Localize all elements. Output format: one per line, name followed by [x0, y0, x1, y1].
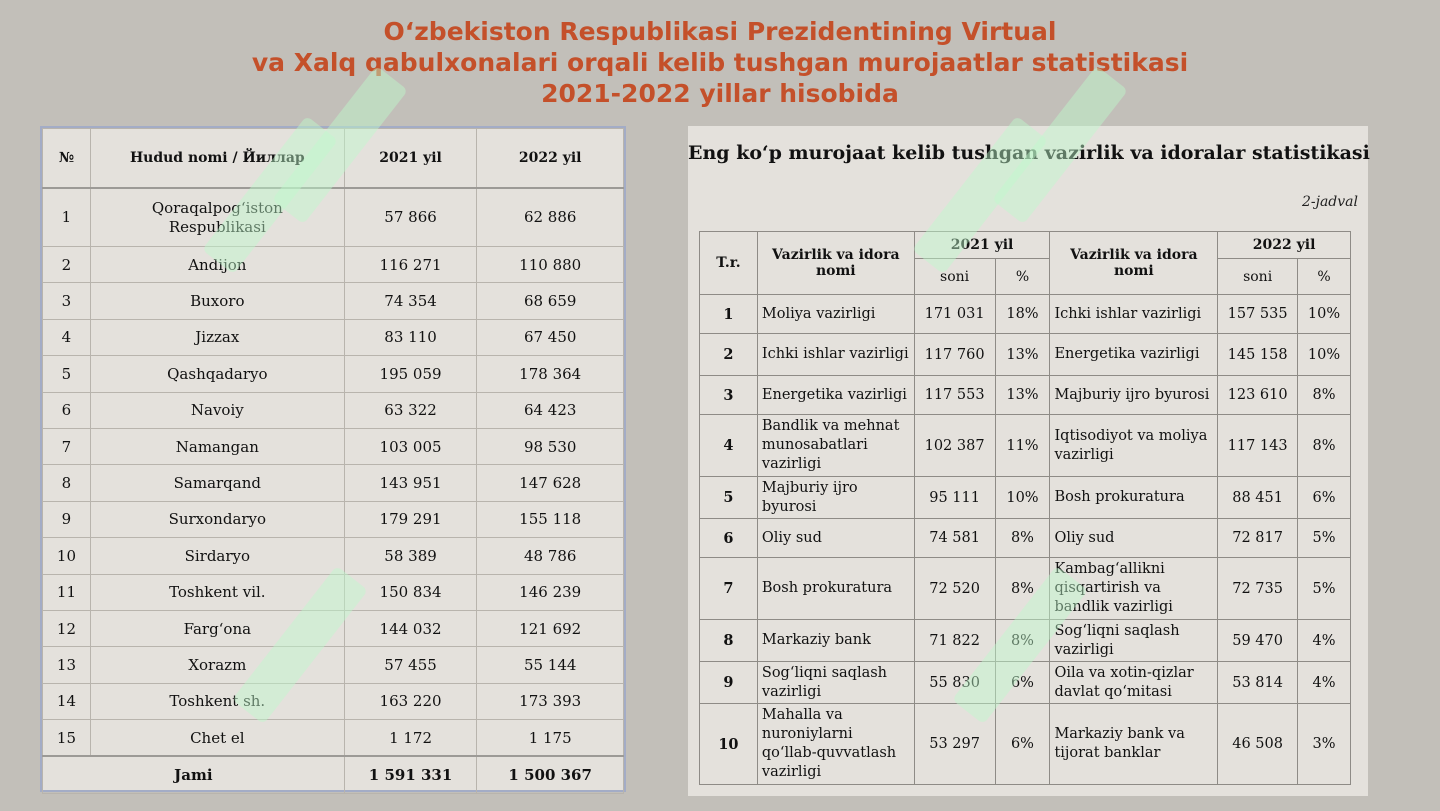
- ministry-2022: Oila va xotin-qizlar davlat qo‘mitasi: [1050, 662, 1218, 704]
- value-2022: 178 364: [477, 356, 624, 392]
- regions-table-body: [43, 188, 624, 756]
- row-number: 3: [43, 283, 91, 319]
- percent-2021: 13%: [995, 376, 1050, 415]
- row-number: 8: [43, 465, 91, 501]
- value-2021: 143 951: [344, 465, 477, 501]
- row-number: 4: [43, 319, 91, 355]
- region-name: Toshkent sh.: [90, 683, 344, 719]
- region-name: Xorazm: [90, 647, 344, 683]
- count-2021: 74 581: [914, 519, 995, 558]
- value-2021: 163 220: [344, 683, 477, 719]
- value-2022: 173 393: [477, 683, 624, 719]
- region-name: Namangan: [90, 428, 344, 464]
- ministry-2021: Mahalla va nuroniylarni qo‘llab-quvvatlash vazirligi: [757, 704, 914, 785]
- header-2021: 2021 yil: [344, 129, 477, 189]
- header-tr: T.r.: [700, 232, 758, 295]
- title-line-1: O‘zbekiston Respublikasi Prezidentining Virtual: [383, 17, 1057, 46]
- value-2022: 155 118: [477, 501, 624, 537]
- region-row: [43, 247, 624, 283]
- count-2022: 59 470: [1218, 620, 1298, 662]
- ministry-2021: Sog‘liqni saqlash vazirligi: [757, 662, 914, 704]
- percent-2022: 4%: [1298, 620, 1351, 662]
- ministry-row: [700, 558, 1351, 620]
- row-number: 7: [43, 428, 91, 464]
- value-2021: 58 389: [344, 538, 477, 574]
- ministry-row: [700, 477, 1351, 519]
- ministry-2021: Bosh prokuratura: [757, 558, 914, 620]
- percent-2022: 8%: [1298, 376, 1351, 415]
- value-2022: 67 450: [477, 319, 624, 355]
- ministries-table-body: [700, 295, 1351, 785]
- value-2021: 1 172: [344, 720, 477, 757]
- count-2022: 117 143: [1218, 415, 1298, 477]
- percent-2022: 10%: [1298, 334, 1351, 376]
- value-2021: 116 271: [344, 247, 477, 283]
- row-number: 12: [43, 610, 91, 646]
- rank: 3: [700, 376, 758, 415]
- count-2021: 53 297: [914, 704, 995, 785]
- value-2022: 121 692: [477, 610, 624, 646]
- rank: 4: [700, 415, 758, 477]
- count-2022: 72 735: [1218, 558, 1298, 620]
- header-year-2021: 2021 yil: [914, 232, 1050, 259]
- percent-2021: 6%: [995, 704, 1050, 785]
- value-2022: 1 175: [477, 720, 624, 757]
- header-soni-2022: soni: [1218, 259, 1298, 295]
- region-row: [43, 188, 624, 247]
- header-pct-2022: %: [1298, 259, 1351, 295]
- value-2022: 55 144: [477, 647, 624, 683]
- ministry-2021: Majburiy ijro byurosi: [757, 477, 914, 519]
- count-2022: 123 610: [1218, 376, 1298, 415]
- title-line-3: 2021-2022 yillar hisobida: [541, 79, 899, 108]
- ministries-header-row-1: [700, 232, 1351, 259]
- percent-2022: 3%: [1298, 704, 1351, 785]
- row-number: 11: [43, 574, 91, 610]
- count-2022: 145 158: [1218, 334, 1298, 376]
- ministry-2022: Iqtisodiyot va moliya vazirligi: [1050, 415, 1218, 477]
- rank: 2: [700, 334, 758, 376]
- value-2022: 68 659: [477, 283, 624, 319]
- region-row: [43, 465, 624, 501]
- value-2022: 147 628: [477, 465, 624, 501]
- regions-table: [42, 128, 624, 794]
- row-number: 10: [43, 538, 91, 574]
- percent-2021: 8%: [995, 519, 1050, 558]
- ministries-title: Eng ko‘p murojaat kelib tushgan vazirlik va idoralar statistikasi: [688, 142, 1370, 164]
- percent-2022: 5%: [1298, 558, 1351, 620]
- header-region: Hudud nomi / Йиллар: [90, 129, 344, 189]
- region-row: [43, 501, 624, 537]
- count-2021: 171 031: [914, 295, 995, 334]
- ministry-row: [700, 415, 1351, 477]
- percent-2021: 11%: [995, 415, 1050, 477]
- total-label: Jami: [43, 756, 345, 794]
- count-2021: 71 822: [914, 620, 995, 662]
- count-2022: 46 508: [1218, 704, 1298, 785]
- value-2022: 146 239: [477, 574, 624, 610]
- rank: 9: [700, 662, 758, 704]
- region-name: Navoiy: [90, 392, 344, 428]
- row-number: 9: [43, 501, 91, 537]
- rank: 5: [700, 477, 758, 519]
- region-name: Farg‘ona: [90, 610, 344, 646]
- value-2022: 64 423: [477, 392, 624, 428]
- count-2022: 157 535: [1218, 295, 1298, 334]
- percent-2022: 4%: [1298, 662, 1351, 704]
- ministry-row: [700, 704, 1351, 785]
- ministry-2021: Ichki ishlar vazirligi: [757, 334, 914, 376]
- value-2021: 103 005: [344, 428, 477, 464]
- region-row: [43, 610, 624, 646]
- header-year-2022: 2022 yil: [1218, 232, 1351, 259]
- rank: 7: [700, 558, 758, 620]
- count-2022: 53 814: [1218, 662, 1298, 704]
- header-name-2021: Vazirlik va idora nomi: [757, 232, 914, 295]
- regions-total-row: [43, 756, 624, 794]
- ministry-2022: Kambag‘allikni qisqartirish va bandlik vazirligi: [1050, 558, 1218, 620]
- total-2021: 1 591 331: [344, 756, 477, 794]
- row-number: 6: [43, 392, 91, 428]
- value-2022: 48 786: [477, 538, 624, 574]
- header-number: №: [43, 129, 91, 189]
- count-2021: 117 760: [914, 334, 995, 376]
- value-2021: 57 866: [344, 188, 477, 247]
- ministry-2022: Ichki ishlar vazirligi: [1050, 295, 1218, 334]
- region-name: Qashqadaryo: [90, 356, 344, 392]
- percent-2022: 5%: [1298, 519, 1351, 558]
- count-2021: 117 553: [914, 376, 995, 415]
- ministries-table: [699, 231, 1351, 785]
- ministry-2022: Markaziy bank va tijorat banklar: [1050, 704, 1218, 785]
- region-row: [43, 428, 624, 464]
- ministry-2021: Energetika vazirligi: [757, 376, 914, 415]
- region-name: Jizzax: [90, 319, 344, 355]
- ministry-2022: Sog‘liqni saqlash vazirligi: [1050, 620, 1218, 662]
- regions-table-header: [43, 129, 624, 189]
- rank: 10: [700, 704, 758, 785]
- value-2021: 74 354: [344, 283, 477, 319]
- table-note: 2-jadval: [1301, 194, 1358, 210]
- count-2022: 72 817: [1218, 519, 1298, 558]
- row-number: 15: [43, 720, 91, 757]
- region-row: [43, 647, 624, 683]
- region-name: Chet el: [90, 720, 344, 757]
- percent-2022: 6%: [1298, 477, 1351, 519]
- percent-2021: 10%: [995, 477, 1050, 519]
- row-number: 1: [43, 188, 91, 247]
- percent-2022: 10%: [1298, 295, 1351, 334]
- region-row: [43, 356, 624, 392]
- header-soni-2021: soni: [914, 259, 995, 295]
- ministry-2022: Oliy sud: [1050, 519, 1218, 558]
- row-number: 5: [43, 356, 91, 392]
- ministry-row: [700, 334, 1351, 376]
- value-2021: 195 059: [344, 356, 477, 392]
- count-2021: 72 520: [914, 558, 995, 620]
- region-row: [43, 574, 624, 610]
- count-2021: 55 830: [914, 662, 995, 704]
- region-row: [43, 538, 624, 574]
- value-2022: 98 530: [477, 428, 624, 464]
- percent-2021: 18%: [995, 295, 1050, 334]
- region-row: [43, 283, 624, 319]
- region-row: [43, 319, 624, 355]
- ministries-panel: [688, 126, 1368, 796]
- region-name: Andijon: [90, 247, 344, 283]
- ministry-row: [700, 519, 1351, 558]
- value-2021: 179 291: [344, 501, 477, 537]
- row-number: 14: [43, 683, 91, 719]
- rank: 6: [700, 519, 758, 558]
- count-2021: 95 111: [914, 477, 995, 519]
- ministry-2021: Markaziy bank: [757, 620, 914, 662]
- row-number: 13: [43, 647, 91, 683]
- ministry-2021: Moliya vazirligi: [757, 295, 914, 334]
- region-name: Qoraqalpog‘iston Respublikasi: [90, 188, 344, 247]
- ministry-row: [700, 376, 1351, 415]
- ministry-row: [700, 295, 1351, 334]
- value-2022: 62 886: [477, 188, 624, 247]
- region-name: Surxondaryo: [90, 501, 344, 537]
- total-2022: 1 500 367: [477, 756, 624, 794]
- percent-2021: 6%: [995, 662, 1050, 704]
- title-line-2: va Xalq qabulxonalari orqali kelib tushgan murojaatlar statistikasi: [251, 48, 1189, 77]
- rank: 8: [700, 620, 758, 662]
- value-2021: 83 110: [344, 319, 477, 355]
- percent-2021: 8%: [995, 558, 1050, 620]
- region-name: Sirdaryo: [90, 538, 344, 574]
- count-2022: 88 451: [1218, 477, 1298, 519]
- ministry-2021: Oliy sud: [757, 519, 914, 558]
- region-row: [43, 392, 624, 428]
- ministry-2022: Bosh prokuratura: [1050, 477, 1218, 519]
- ministry-2022: Majburiy ijro byurosi: [1050, 376, 1218, 415]
- percent-2021: 8%: [995, 620, 1050, 662]
- value-2021: 144 032: [344, 610, 477, 646]
- row-number: 2: [43, 247, 91, 283]
- region-row: [43, 683, 624, 719]
- rank: 1: [700, 295, 758, 334]
- ministry-row: [700, 662, 1351, 704]
- region-name: Buxoro: [90, 283, 344, 319]
- value-2021: 63 322: [344, 392, 477, 428]
- regions-table-panel: [40, 126, 626, 792]
- percent-2022: 8%: [1298, 415, 1351, 477]
- ministry-2021: Bandlik va mehnat munosabatlari vazirligi: [757, 415, 914, 477]
- region-name: Samarqand: [90, 465, 344, 501]
- percent-2021: 13%: [995, 334, 1050, 376]
- header-name-2022: Vazirlik va idora nomi: [1050, 232, 1218, 295]
- count-2021: 102 387: [914, 415, 995, 477]
- ministry-row: [700, 620, 1351, 662]
- region-name: Toshkent vil.: [90, 574, 344, 610]
- value-2021: 57 455: [344, 647, 477, 683]
- value-2022: 110 880: [477, 247, 624, 283]
- region-row: [43, 720, 624, 757]
- header-2022: 2022 yil: [477, 129, 624, 189]
- value-2021: 150 834: [344, 574, 477, 610]
- ministry-2022: Energetika vazirligi: [1050, 334, 1218, 376]
- header-pct-2021: %: [995, 259, 1050, 295]
- page-title: [0, 16, 1440, 109]
